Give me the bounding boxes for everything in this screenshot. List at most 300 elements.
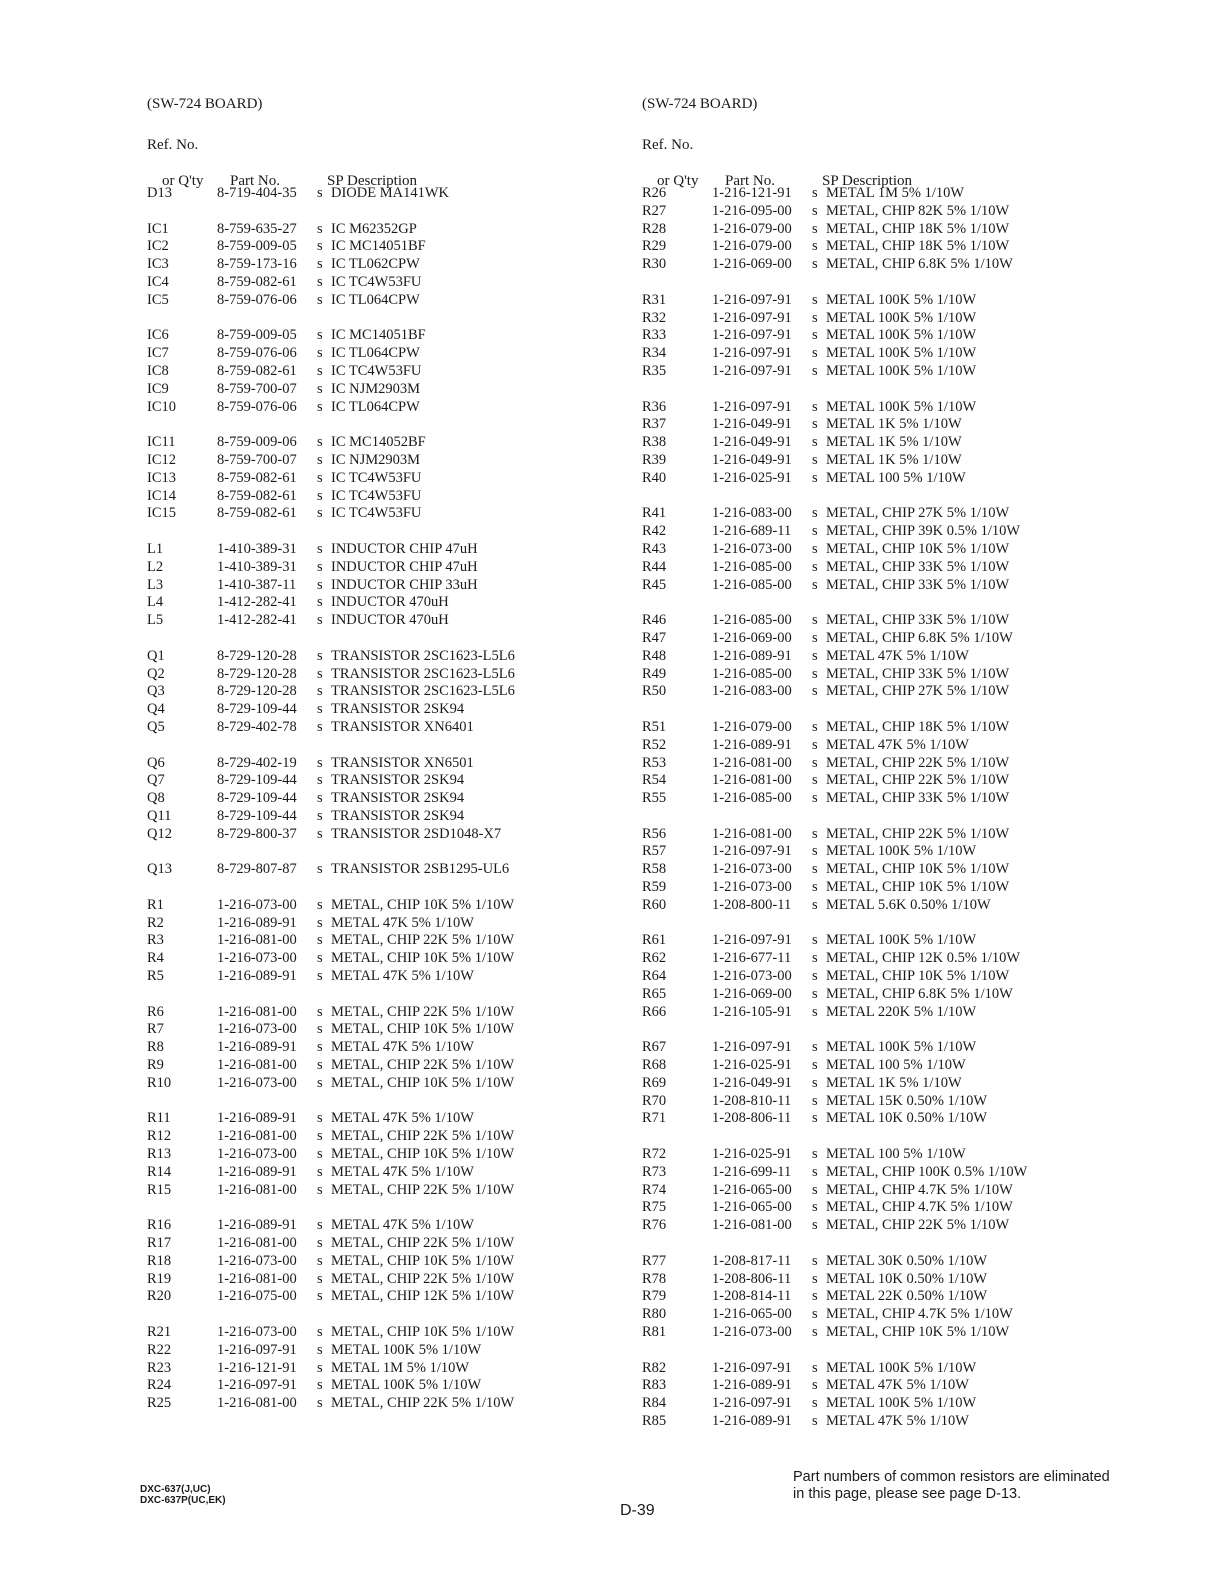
ref-no: IC13	[147, 469, 176, 486]
part-row	[147, 221, 647, 239]
part-no: 8-759-082-61	[217, 469, 297, 486]
sp-code: s	[317, 238, 323, 255]
part-row	[642, 986, 1142, 1004]
part-row	[147, 238, 647, 256]
sp-code: s	[812, 1092, 818, 1109]
description: IC MC14051BF	[331, 238, 426, 255]
parts-group	[642, 399, 1142, 488]
sp-code: s	[317, 1163, 323, 1180]
part-row	[147, 1324, 647, 1342]
sp-code: s	[317, 1341, 323, 1358]
part-row	[642, 470, 1142, 488]
description: METAL, CHIP 22K 5% 1/10W	[331, 1395, 515, 1412]
part-row	[147, 1146, 647, 1164]
header-description: Description	[347, 173, 417, 189]
part-no: 1-208-806-11	[712, 1270, 792, 1287]
sp-code: s	[812, 1163, 818, 1180]
part-no: 1-216-097-91	[712, 309, 792, 326]
part-no: 1-216-085-00	[712, 576, 792, 593]
sp-code: s	[317, 256, 323, 273]
part-no: 1-216-073-00	[217, 950, 297, 967]
parts-group	[147, 327, 647, 416]
ref-no: R23	[147, 1359, 172, 1376]
sp-code: s	[812, 772, 818, 789]
description: METAL, CHIP 10K 5% 1/10W	[331, 1074, 515, 1091]
ref-no: IC3	[147, 256, 169, 273]
parts-group	[642, 505, 1142, 594]
description: IC TC4W53FU	[331, 469, 422, 486]
sp-code: s	[317, 291, 323, 308]
part-row	[642, 434, 1142, 452]
description: IC TL064CPW	[331, 291, 420, 308]
part-no: 8-729-807-87	[217, 861, 297, 878]
part-row	[147, 345, 647, 363]
ref-no: Q3	[147, 683, 165, 700]
part-no: 1-216-049-91	[712, 451, 792, 468]
part-row	[147, 1395, 647, 1413]
ref-no: IC10	[147, 398, 176, 415]
sp-code: s	[317, 968, 323, 985]
part-no: 8-759-082-61	[217, 362, 297, 379]
ref-no: R56	[642, 825, 667, 842]
description: TRANSISTOR 2SK94	[331, 701, 465, 718]
description: METAL 100K 5% 1/10W	[826, 362, 977, 379]
part-no: 1-216-089-91	[217, 914, 297, 931]
ref-no: R51	[642, 718, 667, 735]
part-no: 1-216-121-91	[712, 185, 792, 201]
sp-code: s	[812, 1306, 818, 1323]
part-no: 1-216-085-00	[712, 558, 792, 575]
description: METAL 100K 5% 1/10W	[826, 1395, 977, 1412]
ref-no: IC11	[147, 434, 176, 451]
ref-no: R11	[147, 1110, 171, 1127]
description: METAL 1K 5% 1/10W	[826, 434, 962, 451]
ref-no: R60	[642, 896, 667, 913]
sp-code: s	[812, 362, 818, 379]
part-row	[147, 719, 647, 737]
ref-no: R82	[642, 1359, 667, 1376]
part-no: 1-216-097-91	[217, 1341, 297, 1358]
ref-no: R85	[642, 1412, 667, 1429]
parts-column-left	[147, 94, 647, 1431]
part-no: 1-216-069-00	[712, 629, 792, 646]
description: METAL 100 5% 1/10W	[826, 469, 966, 486]
part-row	[147, 505, 647, 523]
part-row	[147, 1253, 647, 1271]
ref-no: R2	[147, 914, 164, 931]
part-row	[147, 1288, 647, 1306]
parts-group	[147, 434, 647, 523]
part-row	[642, 1164, 1142, 1182]
ref-no: R49	[642, 665, 667, 682]
sp-code: s	[317, 558, 323, 575]
description: METAL, CHIP 33K 5% 1/10W	[826, 612, 1010, 629]
part-row	[147, 488, 647, 506]
part-no: 1-216-075-00	[217, 1288, 297, 1305]
description: METAL, CHIP 18K 5% 1/10W	[826, 220, 1010, 237]
description: METAL 100K 5% 1/10W	[331, 1341, 482, 1358]
sp-code: s	[812, 202, 818, 219]
ref-no: IC4	[147, 273, 169, 290]
ref-no: IC6	[147, 327, 169, 344]
sp-code: s	[317, 1039, 323, 1056]
part-no: 1-216-081-00	[217, 1395, 297, 1412]
part-no: 1-216-049-91	[712, 434, 792, 451]
description: TRANSISTOR 2SK94	[331, 807, 465, 824]
ref-no: R36	[642, 398, 667, 415]
description: INDUCTOR CHIP 33uH	[331, 576, 478, 593]
part-row	[642, 256, 1142, 274]
ref-no: R68	[642, 1057, 667, 1074]
description: METAL 100K 5% 1/10W	[826, 398, 977, 415]
description: METAL, CHIP 33K 5% 1/10W	[826, 665, 1010, 682]
sp-code: s	[812, 309, 818, 326]
description: METAL, CHIP 22K 5% 1/10W	[331, 1181, 515, 1198]
part-no: 1-216-699-11	[712, 1163, 792, 1180]
ref-no: R41	[642, 505, 667, 522]
ref-no: R32	[642, 309, 667, 326]
ref-no: R37	[642, 416, 667, 433]
description: METAL, CHIP 10K 5% 1/10W	[826, 879, 1010, 896]
sp-code: s	[812, 612, 818, 629]
description: METAL, CHIP 10K 5% 1/10W	[331, 1146, 515, 1163]
part-row	[147, 790, 647, 808]
sp-code: s	[812, 345, 818, 362]
description: METAL, CHIP 10K 5% 1/10W	[826, 968, 1010, 985]
description: METAL, CHIP 10K 5% 1/10W	[331, 1021, 515, 1038]
part-row	[147, 915, 647, 933]
part-no: 8-729-109-44	[217, 790, 297, 807]
sp-code: s	[317, 701, 323, 718]
part-row	[147, 1075, 647, 1093]
description: METAL, CHIP 22K 5% 1/10W	[331, 1235, 515, 1252]
description: IC TC4W53FU	[331, 505, 422, 522]
sp-code: s	[812, 291, 818, 308]
description: METAL, CHIP 10K 5% 1/10W	[331, 896, 515, 913]
sp-code: s	[812, 629, 818, 646]
description: METAL, CHIP 22K 5% 1/10W	[331, 1057, 515, 1074]
parts-group	[147, 221, 647, 310]
note-line: Part numbers of common resistors are eliminated	[793, 1469, 1110, 1485]
header-part-no: Part No.	[725, 173, 775, 189]
part-row	[147, 541, 647, 559]
ref-no: R74	[642, 1181, 667, 1198]
description: METAL 47K 5% 1/10W	[331, 1163, 474, 1180]
part-row	[147, 612, 647, 630]
header-sp: SP	[327, 173, 344, 189]
part-no: 1-412-282-41	[217, 594, 297, 611]
ref-no: R40	[642, 469, 667, 486]
model-line: DXC-637P(UC,EK)	[140, 1495, 226, 1506]
part-row	[642, 505, 1142, 523]
description: METAL 47K 5% 1/10W	[331, 968, 474, 985]
ref-no: R50	[642, 683, 667, 700]
description: INDUCTOR CHIP 47uH	[331, 540, 478, 557]
ref-no: R19	[147, 1270, 172, 1287]
header-description: Description	[842, 173, 912, 189]
description: METAL 47K 5% 1/10W	[826, 1377, 969, 1394]
part-no: 1-216-073-00	[217, 1252, 297, 1269]
part-row	[642, 345, 1142, 363]
description: METAL, CHIP 22K 5% 1/10W	[331, 1128, 515, 1145]
part-no: 1-216-097-91	[712, 1395, 792, 1412]
part-row	[642, 577, 1142, 595]
description: METAL 1K 5% 1/10W	[826, 451, 962, 468]
part-row	[642, 203, 1142, 221]
ref-no: IC7	[147, 345, 169, 362]
sp-code: s	[812, 932, 818, 949]
part-row	[642, 1377, 1142, 1395]
parts-list	[642, 185, 1142, 1431]
description: METAL 100 5% 1/10W	[826, 1057, 966, 1074]
part-row	[642, 897, 1142, 915]
ref-no: R72	[642, 1146, 667, 1163]
description: METAL, CHIP 10K 5% 1/10W	[331, 950, 515, 967]
part-no: 1-410-389-31	[217, 558, 297, 575]
part-no: 8-729-800-37	[217, 825, 297, 842]
part-no: 1-216-073-00	[712, 1324, 792, 1340]
description: METAL, CHIP 22K 5% 1/10W	[826, 825, 1010, 842]
sp-code: s	[317, 1270, 323, 1287]
part-row	[642, 1057, 1142, 1075]
part-no: 1-216-073-00	[217, 896, 297, 913]
sp-code: s	[812, 523, 818, 540]
sp-code: s	[812, 879, 818, 896]
part-no: 1-216-073-00	[712, 879, 792, 896]
description: METAL 30K 0.50% 1/10W	[826, 1252, 988, 1269]
part-row	[642, 327, 1142, 345]
part-no: 8-759-076-06	[217, 398, 297, 415]
part-no: 8-719-404-35	[217, 185, 297, 201]
sp-code: s	[812, 1377, 818, 1394]
sp-code: s	[812, 985, 818, 1002]
part-no: 1-216-073-00	[217, 1146, 297, 1163]
part-row	[147, 185, 647, 203]
part-row	[147, 274, 647, 292]
ref-no: R15	[147, 1181, 172, 1198]
part-no: 1-216-081-00	[217, 1181, 297, 1198]
part-row	[147, 1182, 647, 1200]
part-no: 1-216-073-00	[712, 968, 792, 985]
description: METAL 100K 5% 1/10W	[826, 843, 977, 860]
part-no: 1-216-089-91	[217, 1039, 297, 1056]
ref-no: IC1	[147, 220, 169, 237]
part-no: 1-216-079-00	[712, 718, 792, 735]
part-row	[642, 630, 1142, 648]
header-qty: or Q'ty	[657, 173, 699, 189]
ref-no: R4	[147, 950, 164, 967]
header-sp: SP	[822, 173, 839, 189]
description: METAL, CHIP 27K 5% 1/10W	[826, 505, 1010, 522]
description: METAL 47K 5% 1/10W	[331, 1110, 474, 1127]
part-row	[642, 1324, 1142, 1342]
sp-code: s	[812, 1057, 818, 1074]
description: IC TL064CPW	[331, 398, 420, 415]
ref-no: R80	[642, 1306, 667, 1323]
parts-group	[147, 861, 647, 879]
description: METAL, CHIP 10K 5% 1/10W	[331, 1252, 515, 1269]
ref-no: L1	[147, 540, 164, 557]
part-row	[147, 594, 647, 612]
part-row	[642, 1413, 1142, 1431]
description: TRANSISTOR XN6501	[331, 754, 474, 771]
part-no: 1-216-081-00	[217, 1057, 297, 1074]
part-row	[642, 755, 1142, 773]
description: METAL, CHIP 22K 5% 1/10W	[826, 1217, 1010, 1234]
ref-no: IC2	[147, 238, 169, 255]
ref-no: R62	[642, 950, 667, 967]
part-no: 8-759-635-27	[217, 220, 297, 237]
part-no: 1-216-083-00	[712, 505, 792, 522]
sp-code: s	[812, 416, 818, 433]
description: IC TC4W53FU	[331, 362, 422, 379]
part-no: 1-216-689-11	[712, 523, 792, 540]
description: METAL, CHIP 18K 5% 1/10W	[826, 238, 1010, 255]
part-row	[642, 363, 1142, 381]
sp-code: s	[317, 505, 323, 522]
part-no: 8-729-120-28	[217, 665, 297, 682]
description: METAL, CHIP 22K 5% 1/10W	[826, 754, 1010, 771]
description: TRANSISTOR 2SD1048-X7	[331, 825, 502, 842]
part-row	[147, 808, 647, 826]
description: METAL 100K 5% 1/10W	[826, 327, 977, 344]
board-title: (SW-724 BOARD)	[642, 96, 758, 112]
sp-code: s	[317, 861, 323, 878]
description: METAL 100 5% 1/10W	[826, 1146, 966, 1163]
description: METAL 15K 0.50% 1/10W	[826, 1092, 988, 1109]
part-row	[642, 932, 1142, 950]
part-no: 1-216-049-91	[712, 1074, 792, 1091]
part-row	[642, 399, 1142, 417]
parts-group	[642, 719, 1142, 808]
sp-code: s	[317, 434, 323, 451]
part-no: 1-216-025-91	[712, 469, 792, 486]
part-row	[642, 683, 1142, 701]
part-row	[642, 826, 1142, 844]
part-no: 1-216-085-00	[712, 612, 792, 629]
part-row	[147, 452, 647, 470]
part-row	[147, 1377, 647, 1395]
ref-no: R5	[147, 968, 164, 985]
part-row	[642, 1093, 1142, 1111]
part-row	[642, 772, 1142, 790]
column-headers	[147, 154, 647, 189]
part-no: 1-208-810-11	[712, 1092, 792, 1109]
sp-code: s	[812, 1074, 818, 1091]
part-row	[642, 1146, 1142, 1164]
resistor-note	[793, 1469, 1173, 1503]
description: METAL 47K 5% 1/10W	[331, 1217, 474, 1234]
part-no: 8-729-109-44	[217, 807, 297, 824]
ref-no: R77	[642, 1252, 667, 1269]
part-row	[147, 666, 647, 684]
ref-no: R46	[642, 612, 667, 629]
sp-code: s	[812, 1146, 818, 1163]
sp-code: s	[812, 647, 818, 664]
description: IC MC14051BF	[331, 327, 426, 344]
part-no: 1-216-097-91	[712, 843, 792, 860]
ref-no: Q5	[147, 718, 165, 735]
description: METAL 100K 5% 1/10W	[826, 309, 977, 326]
ref-no: L3	[147, 576, 164, 593]
part-row	[147, 932, 647, 950]
part-no: 1-216-081-00	[217, 1270, 297, 1287]
sp-code: s	[317, 1377, 323, 1394]
description: IC NJM2903M	[331, 380, 421, 397]
part-no: 1-216-097-91	[712, 1039, 792, 1056]
part-no: 1-216-097-91	[712, 362, 792, 379]
sp-code: s	[317, 451, 323, 468]
part-row	[642, 719, 1142, 737]
note-line: in this page, please see page D-13.	[793, 1486, 1022, 1502]
sp-code: s	[812, 1039, 818, 1056]
parts-group	[147, 1217, 647, 1306]
description: METAL, CHIP 10K 5% 1/10W	[826, 540, 1010, 557]
sp-code: s	[317, 1217, 323, 1234]
ref-no: R69	[642, 1074, 667, 1091]
parts-group	[642, 1253, 1142, 1342]
part-row	[642, 523, 1142, 541]
part-row	[642, 1004, 1142, 1022]
ref-no: R8	[147, 1039, 164, 1056]
ref-no: D13	[147, 185, 172, 201]
header-ref-no: Ref. No.	[147, 137, 199, 153]
part-row	[642, 1217, 1142, 1235]
description: METAL 100K 5% 1/10W	[826, 291, 977, 308]
ref-no: R39	[642, 451, 667, 468]
sp-code: s	[812, 1270, 818, 1287]
parts-group	[147, 897, 647, 986]
sp-code: s	[812, 469, 818, 486]
sp-code: s	[317, 1003, 323, 1020]
description: METAL, CHIP 6.8K 5% 1/10W	[826, 985, 1013, 1002]
sp-code: s	[317, 807, 323, 824]
part-row	[642, 968, 1142, 986]
part-no: 1-216-073-00	[712, 540, 792, 557]
ref-no: R84	[642, 1395, 667, 1412]
parts-group	[147, 648, 647, 737]
parts-group	[642, 1039, 1142, 1128]
sp-code: s	[812, 1003, 818, 1020]
description: METAL 100K 5% 1/10W	[826, 1359, 977, 1376]
sp-code: s	[317, 576, 323, 593]
part-row	[642, 879, 1142, 897]
ref-no: R76	[642, 1217, 667, 1234]
part-no: 1-410-389-31	[217, 540, 297, 557]
sp-code: s	[317, 754, 323, 771]
part-row	[642, 666, 1142, 684]
sp-code: s	[812, 185, 818, 201]
ref-no: IC12	[147, 451, 176, 468]
description: METAL 1K 5% 1/10W	[826, 416, 962, 433]
parts-group	[147, 185, 647, 203]
sp-code: s	[317, 1235, 323, 1252]
part-no: 1-216-079-00	[712, 220, 792, 237]
part-no: 1-216-079-00	[712, 238, 792, 255]
sp-code: s	[317, 932, 323, 949]
ref-no: R53	[642, 754, 667, 771]
sp-code: s	[812, 843, 818, 860]
part-row	[642, 1039, 1142, 1057]
sp-code: s	[812, 896, 818, 913]
sp-code: s	[317, 1074, 323, 1091]
sp-code: s	[317, 398, 323, 415]
description: METAL 10K 0.50% 1/10W	[826, 1270, 988, 1287]
part-no: 8-729-402-19	[217, 754, 297, 771]
part-no: 1-216-105-91	[712, 1003, 792, 1020]
description: TRANSISTOR 2SK94	[331, 772, 465, 789]
ref-no: R24	[147, 1377, 172, 1394]
